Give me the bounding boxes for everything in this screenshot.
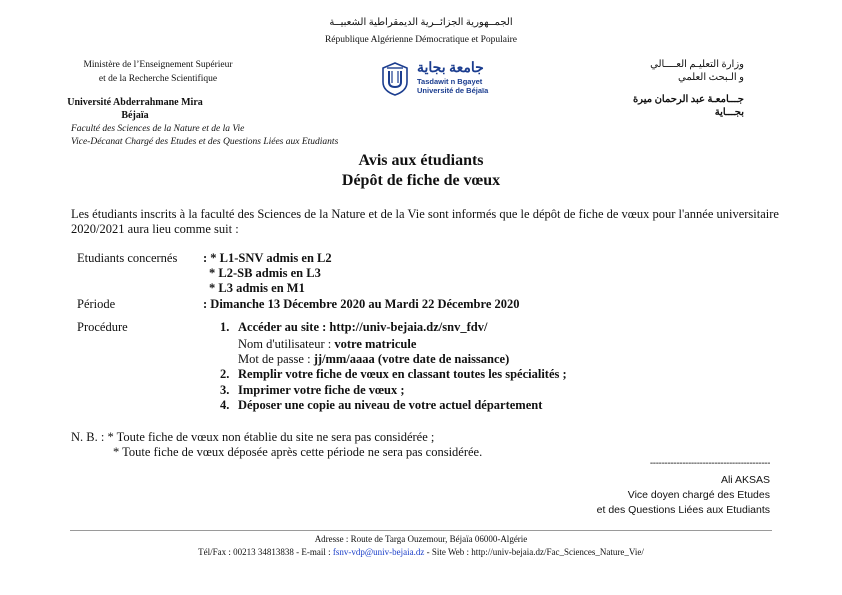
- ministry-french: [60, 58, 256, 86]
- period-value: : Dimanche 13 Décembre 2020 au Mardi 22 Décembre 2020: [203, 297, 520, 311]
- logo-french-text: Université de Béjaïa: [417, 86, 489, 95]
- university-emblem-icon: [381, 62, 409, 96]
- step-1-number: 1.: [220, 320, 230, 334]
- vice-deanship-name: Vice-Décanat Chargé des Etudes et des Questions Liées aux Etudiants: [71, 137, 339, 147]
- logo-arabic-text: جامعة بجاية: [417, 61, 484, 76]
- student-group-3: * L3 admis en M1: [209, 281, 305, 295]
- step-4-text: Déposer une copie au niveau de votre actuel département: [238, 398, 543, 412]
- ministry-ar-line1: وزارة التعليـم العــــالي: [650, 59, 744, 70]
- ministry-line1: Ministère de l’Enseignement Supérieur: [83, 60, 233, 70]
- university-ar-line2: بجـــاية: [714, 107, 744, 118]
- notice-subtitle: Dépôt de fiche de vœux: [341, 172, 501, 189]
- footer-address: Adresse : Route de Targa Ouzemour, Béjaïa 06000-Algérie: [314, 534, 528, 544]
- procedure-label: Procédure: [77, 320, 128, 334]
- university-line1: Université Abderrahmane Mira: [67, 97, 203, 108]
- republic-arabic: الجمــهورية الجزائــرية الديمقراطية الشعبيــة: [329, 17, 513, 28]
- step-2-text: Remplir votre fiche de vœux en classant toutes les spécialités ;: [238, 367, 567, 381]
- username-label: Nom d'utilisateur :: [238, 337, 335, 351]
- university-line2: Béjaïa: [121, 110, 149, 121]
- step-2-number: 2.: [220, 367, 230, 381]
- university-french: [60, 96, 210, 122]
- footer-divider: [70, 530, 772, 531]
- step-3-number: 3.: [220, 383, 230, 397]
- students-label: Etudiants concernés: [77, 251, 178, 265]
- footer-website: - Site Web : http://univ-bejaia.dz/Fac_Sciences_Nature_Vie/: [424, 547, 644, 557]
- username-value: votre matricule: [334, 337, 417, 351]
- student-group-1: : * L1-SNV admis en L2: [203, 251, 332, 265]
- ministry-line2: et de la Recherche Scientifique: [98, 74, 218, 84]
- footer-email-link[interactable]: fsnv-vdp@univ-bejaia.dz: [332, 547, 425, 557]
- signature-dashes: -----------------------------------------: [649, 458, 770, 469]
- step-1-text: Accéder au site : http://univ-bejaia.dz/snv_fdv/: [238, 320, 488, 334]
- period-label: Période: [77, 297, 116, 311]
- signatory-name: Ali AKSAS: [720, 474, 770, 486]
- logo-kabyle-text: Tasdawit n Bgayet: [417, 77, 483, 86]
- signatory-role-line2: et des Questions Liées aux Etudiants: [596, 504, 770, 516]
- ministry-arabic: [650, 58, 744, 84]
- faculty-block: [71, 123, 338, 149]
- faculty-name: Faculté des Sciences de la Nature et de la Vie: [71, 124, 245, 134]
- step-4-number: 4.: [220, 398, 230, 412]
- step-3-text: Imprimer votre fiche de vœux ;: [238, 383, 405, 397]
- nb-line-2: * Toute fiche de vœux déposée après cette période ne sera pas considérée.: [113, 445, 483, 459]
- password-line: [238, 350, 509, 368]
- footer-contact: [0, 547, 842, 557]
- student-group-2: * L2-SB admis en L3: [209, 266, 321, 280]
- footer-phone: Tél/Fax : 00213 34813838 - E-mail :: [198, 547, 333, 557]
- notice-title: Avis aux étudiants: [358, 152, 484, 169]
- notice-intro: Les étudiants inscrits à la faculté des Sciences de la Nature et de la Vie sont informés que le dépôt de fiche de vœux pour l'année universitaire 2020/2021 aura lieu comme suit :: [71, 207, 779, 236]
- university-arabic: [633, 93, 744, 119]
- republic-french: République Algérienne Démocratique et Populaire: [324, 35, 518, 45]
- password-value: jj/mm/aaaa (votre date de naissance): [313, 352, 510, 366]
- ministry-ar-line2: و الـبحث العلمي: [678, 72, 744, 83]
- nb-line-1: N. B. : * Toute fiche de vœux non établie du site ne sera pas considérée ;: [71, 430, 435, 444]
- university-logo: [381, 62, 509, 98]
- signatory-role-line1: Vice doyen chargé des Etudes: [627, 489, 770, 501]
- password-label: Mot de passe :: [238, 352, 314, 366]
- university-ar-line1: جـــامعـة عبد الرحمان ميرة: [632, 94, 744, 105]
